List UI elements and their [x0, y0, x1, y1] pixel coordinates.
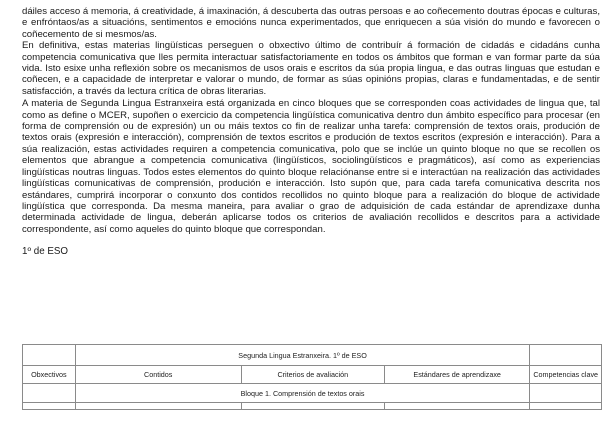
section-heading: 1º de ESO [22, 246, 69, 258]
paragraph-organization: A materia de Segunda Lingua Estranxeira está organizada en cinco bloques que se corresponden coas actividades de lingua que, tal como as define o MCER, supoñen o exercicio da competencia lingüística comunicativa dentro dun ámbito específico para procesar (en forma de comprensión ou de expresión) un ou máis textos co fin de realizar unha tarefa: comprensión de textos orais, produción de textos orais (expresión e interacción), comprensión de textos escritos e produción de textos escritos (expresión e interacción). Para a súa realización, estas actividades requiren a competencia comunicativa, polo que se inclúe un quinto bloque no que se recollen os elementos que abrangue a competencia comunicativa (lingüísticos, sociolingüísticos e pragmáticos), así como as experiencias lingüísticas noutras linguas. Todos estes elementos do quinto bloque relaciónanse entre si e interactúan na realización das actividades lingüísticas comunicativas de comprensión, produción e interacción. Isto supón que, para cada tarefa comunicativa descrita nos estándares, cumprirá incorporar o conxunto dos contidos recollidos no quinto bloque para a realización do bloque de actividade lingüística que corresponda. Da mesma maneira, para avaliar o grao de adquisición de cada estándar de aprendizaxe dunha determinada actividade de lingua, deberán aplicarse todos os criterios de avaliación recollidos e descritos para a actividade correspondente, así como aqueles do quinto bloque que correspondan. [22, 98, 600, 235]
document-body [22, 6, 600, 258]
header-competences: Competencias clave [530, 366, 602, 384]
block-title-row [23, 384, 602, 403]
table-cell [75, 403, 241, 410]
table-cell [384, 403, 529, 410]
paragraph-objective: En definitiva, estas materias lingüísticas perseguen o obxectivo último de contribuír á formación de cidadás e cidadáns cunha competencia comunicativa que lles permita interactuar satisfactoriamente en todos os ámbitos que forman e van formar parte da súa vida. Isto esixe unha reflexión sobre os mecanismos de usos orais e escritos da súa propia lingua, e das outras linguas que estudan e coñecen, e a capacidade de interpretar e valorar o mundo, de formar as súas opinións propias, claras e fundamentadas, e de sentir satisfacción, a través da lectura crítica de obras literarias. [22, 40, 600, 97]
caption-spacer-right [530, 345, 602, 366]
table-caption: Segunda Lingua Estranxeira. 1º de ESO [75, 345, 530, 366]
header-objectives: Obxectivos [23, 366, 76, 384]
table-caption-row [23, 345, 602, 366]
table-row [23, 403, 602, 410]
paragraph-literature: dáiles acceso á memoria, á creatividade, á imaxinación, á descuberta das outras persoas e ao coñecemento doutras épocas e culturas, e enfróntaos/as a situacións, sentimentos e emocións nunca experimentados, que enriquecen a súa visión do mundo e favorecen o coñecemento de si mesmos/as. [22, 6, 600, 40]
header-standards: Estándares de aprendizaxe [384, 366, 529, 384]
header-criteria: Criterios de avaliación [241, 366, 384, 384]
table-cell [241, 403, 384, 410]
block-spacer-right [530, 384, 602, 403]
curriculum-table [22, 344, 602, 410]
table-header-row [23, 366, 602, 384]
header-contents: Contidos [75, 366, 241, 384]
block-spacer-left [23, 384, 76, 403]
table-cell [23, 403, 76, 410]
table-cell [530, 403, 602, 410]
caption-spacer-left [23, 345, 76, 366]
block-title: Bloque 1. Comprensión de textos orais [75, 384, 530, 403]
